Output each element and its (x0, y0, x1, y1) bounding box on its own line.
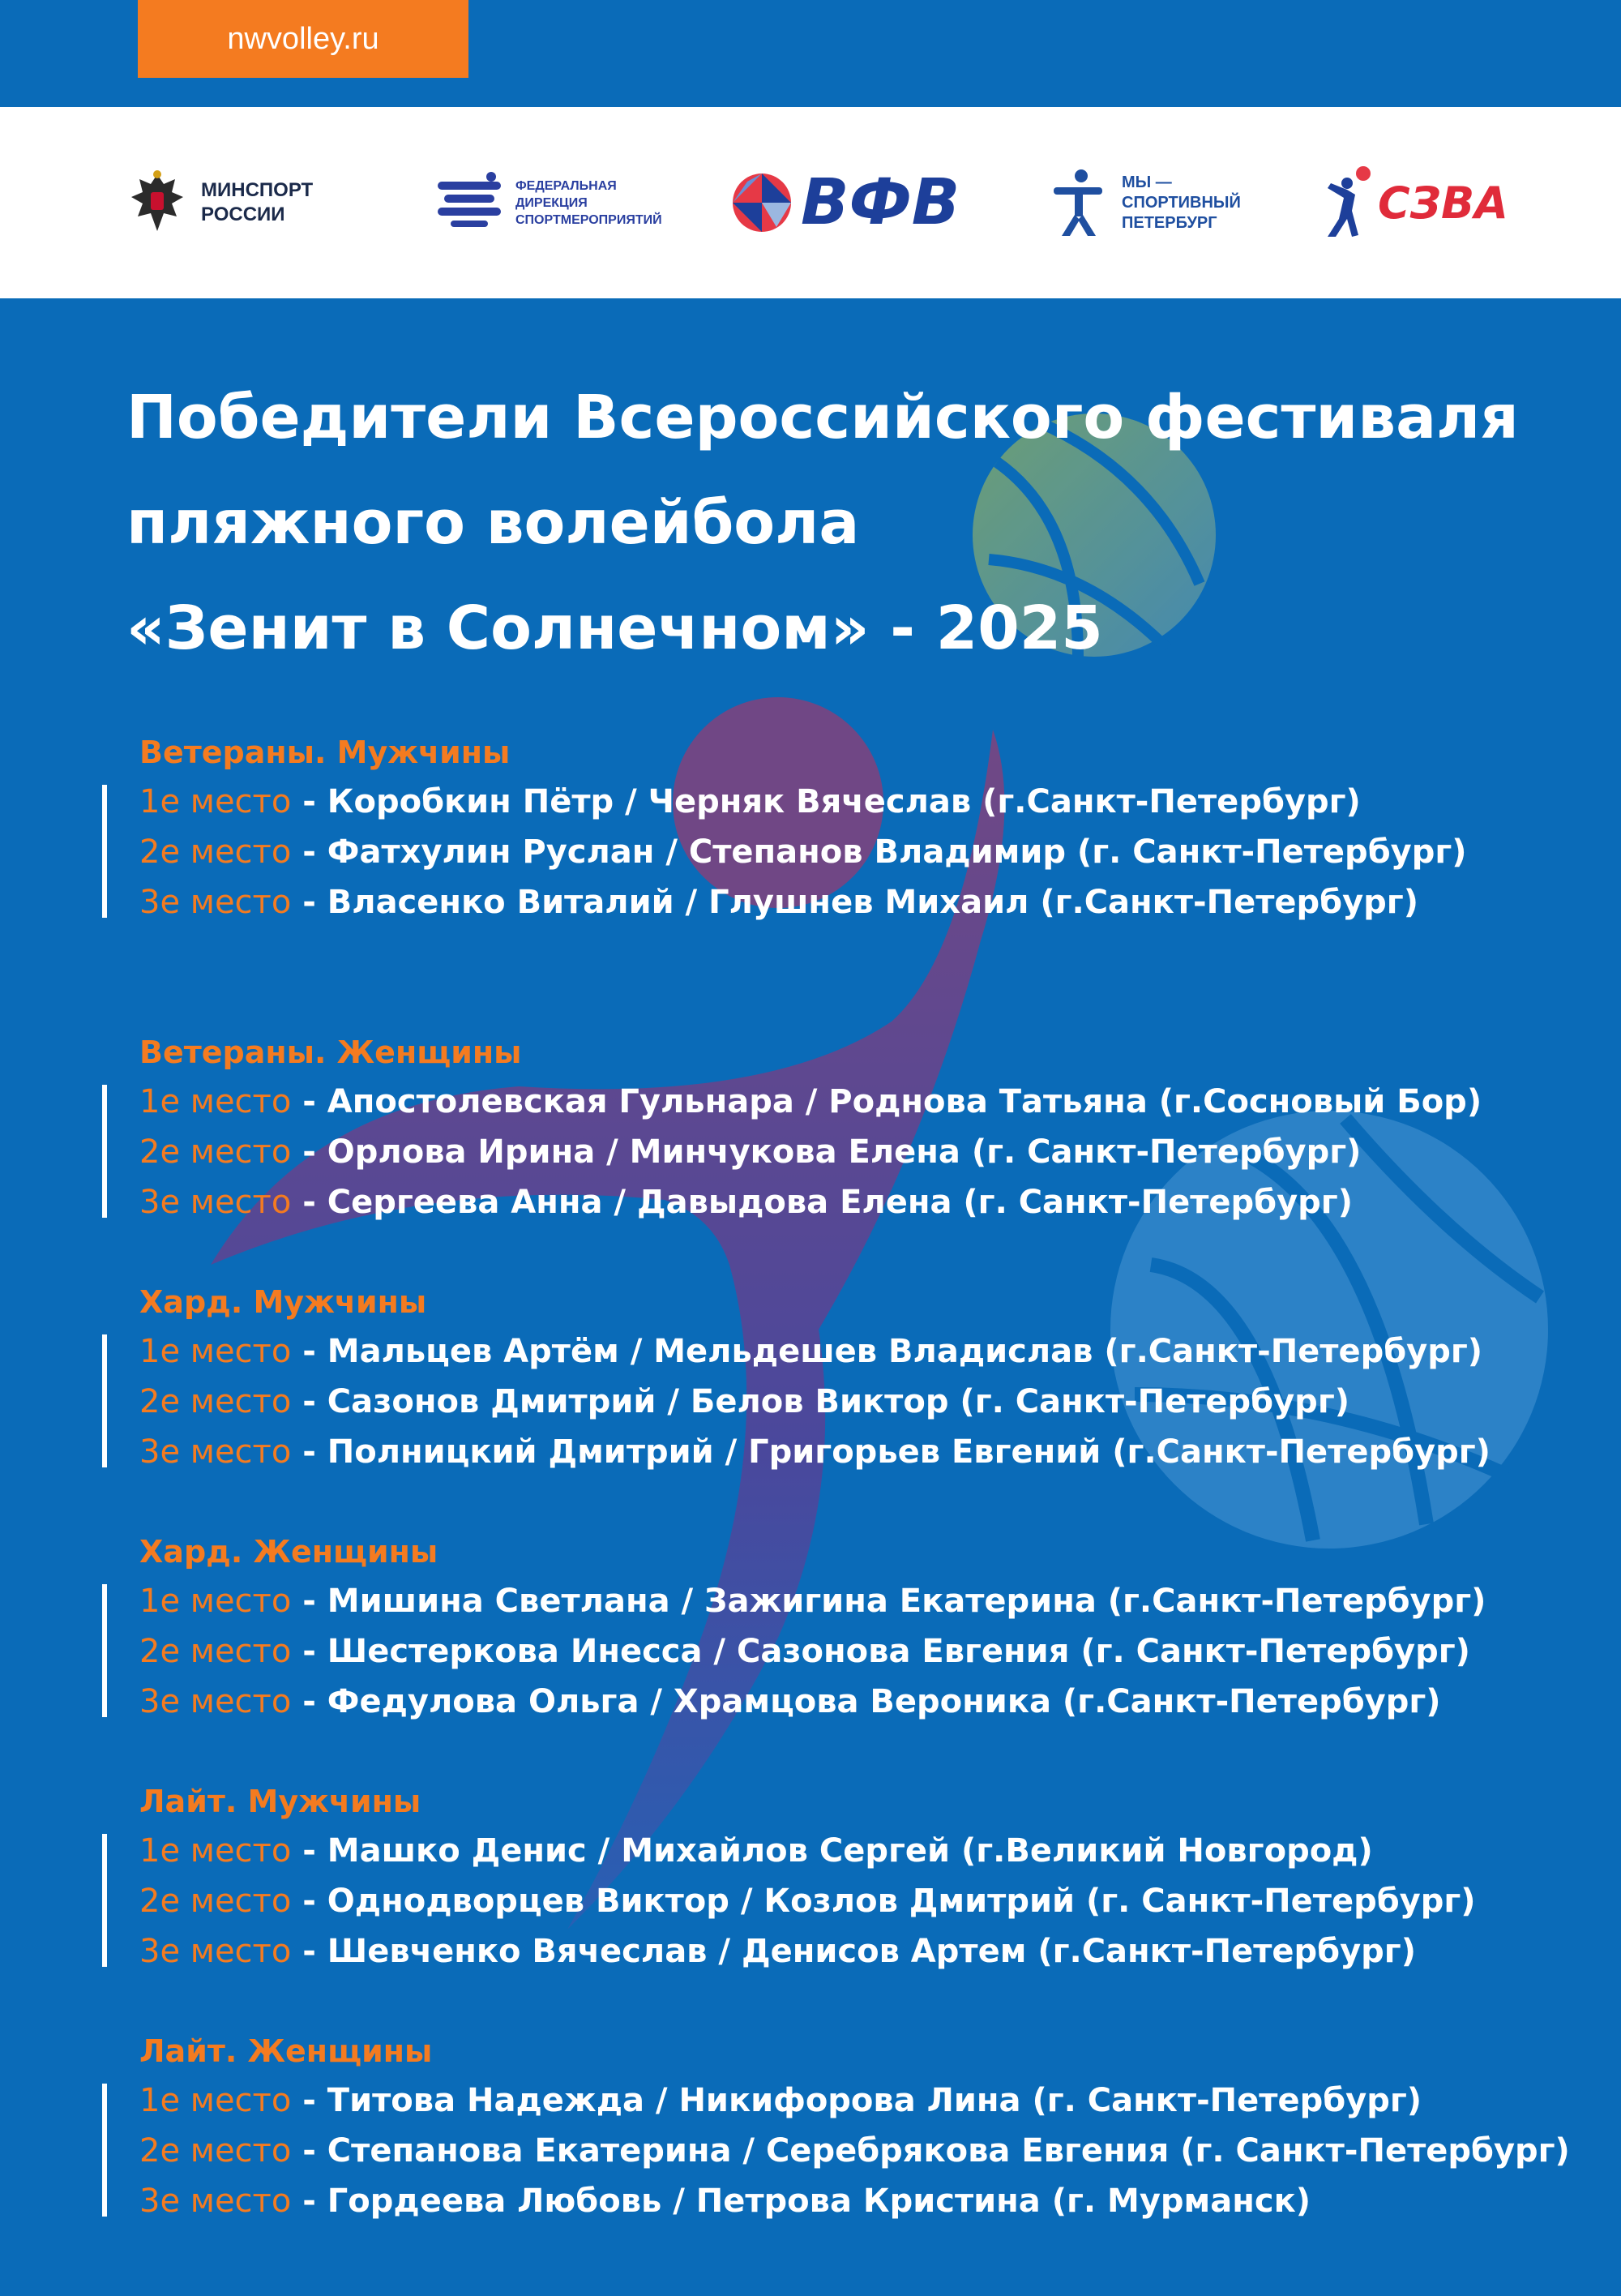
entries-block (102, 1826, 1610, 1977)
separator-dash: - (291, 1133, 327, 1171)
result-section (102, 1527, 1610, 1727)
winners-text: Титова Надежда / Никифорова Лина (г. Санкт-Петербург) (327, 2082, 1422, 2119)
category-heading: Ветераны. Женщины (139, 1034, 522, 1070)
separator-dash: - (291, 1933, 327, 1970)
result-row (139, 1326, 1610, 1377)
minsport-line-2: РОССИИ (201, 203, 285, 225)
category-heading: Ветераны. Мужчины (139, 735, 511, 770)
place-label: 3е место (139, 1933, 292, 1970)
result-row (139, 1077, 1610, 1127)
separator-dash: - (291, 2082, 327, 2119)
section-divider-bar (102, 785, 107, 918)
winners-text: Коробкин Пётр / Черняк Вячеслав (г.Санкт-Петербург) (327, 783, 1361, 820)
section-divider-bar (102, 1334, 107, 1467)
winners-text: Федулова Ольга / Храмцова Вероника (г.Санкт-Петербург) (327, 1683, 1441, 1720)
place-label: 3е место (139, 1184, 292, 1221)
winners-text: Шестеркова Инесса / Сазонова Евгения (г. Санкт-Петербург) (327, 1633, 1470, 1670)
place-label: 3е место (139, 1433, 292, 1471)
entries-block (102, 1576, 1610, 1727)
winners-text: Машко Денис / Михайлов Сергей (г.Великий Новгород) (327, 1832, 1373, 1870)
result-row (139, 1576, 1610, 1626)
winners-text: Власенко Виталий / Глушнев Михаил (г.Санкт-Петербург) (327, 884, 1418, 921)
category-heading: Лайт. Женщины (139, 2033, 433, 2069)
place-label: 1е место (139, 1832, 292, 1870)
category-heading: Хард. Мужчины (139, 1284, 427, 1320)
winners-text: Полницкий Дмитрий / Григорьев Евгений (г.Санкт-Петербург) (327, 1433, 1491, 1471)
place-label: 3е место (139, 884, 292, 921)
fdsm-line-2: ДИРЕКЦИЯ (515, 195, 588, 210)
title-line-2: пляжного волейбола (126, 488, 860, 558)
winners-text: Гордеева Любовь / Петрова Кристина (г. Мурманск) (327, 2182, 1311, 2220)
result-row (139, 1427, 1610, 1477)
page-title (126, 365, 1585, 681)
result-row (139, 1127, 1610, 1177)
volleyball-player-icon (1323, 165, 1373, 240)
result-section (102, 1028, 1610, 1227)
separator-dash: - (291, 1683, 327, 1720)
result-row (139, 1677, 1610, 1727)
separator-dash: - (291, 1433, 327, 1471)
place-label: 1е место (139, 1083, 292, 1120)
section-divider-bar (102, 1085, 107, 1218)
result-section (102, 1278, 1610, 1477)
separator-dash: - (291, 1633, 327, 1670)
separator-dash: - (291, 783, 327, 820)
winners-text: Орлова Ирина / Минчукова Елена (г. Санкт-Петербург) (327, 1133, 1362, 1171)
place-label: 2е место (139, 833, 292, 871)
place-label: 2е место (139, 1383, 292, 1420)
separator-dash: - (291, 2182, 327, 2220)
spb-line-3: ПЕТЕРБУРГ (1122, 213, 1217, 232)
place-label: 3е место (139, 2182, 292, 2220)
result-row (139, 827, 1610, 877)
minsport-logo (128, 107, 313, 298)
result-row (139, 777, 1610, 827)
minsport-line-1: МИНСПОРТ (201, 179, 314, 201)
result-row (139, 1377, 1610, 1427)
result-row (139, 2075, 1610, 2126)
section-divider-bar (102, 1584, 107, 1717)
place-label: 3е место (139, 1683, 292, 1720)
fdsm-line-3: СПОРТМЕРОПРИЯТИЙ (515, 212, 662, 227)
vfv-ball-icon (729, 170, 794, 235)
entries-block (102, 1326, 1610, 1477)
place-label: 1е место (139, 1333, 292, 1370)
site-link[interactable]: nwvolley.ru (138, 0, 468, 78)
separator-dash: - (291, 1333, 327, 1370)
spb-line-2: СПОРТИВНЫЙ (1122, 193, 1241, 212)
title-line-1: Победители Всероссийского фестиваля (126, 383, 1519, 452)
winners-text: Фатхулин Руслан / Степанов Владимир (г. Санкт-Петербург) (327, 833, 1467, 871)
separator-dash: - (291, 1883, 327, 1920)
entries-block (102, 1077, 1610, 1227)
result-section (102, 2027, 1610, 2226)
separator-dash: - (291, 884, 327, 921)
szva-logo (1323, 107, 1508, 298)
separator-dash: - (291, 833, 327, 871)
separator-dash: - (291, 2132, 327, 2170)
winners-text: Апостолевская Гульнара / Роднова Татьяна (г.Сосновый Бор) (327, 1083, 1482, 1120)
eagle-emblem-icon (128, 168, 186, 238)
result-row (139, 2126, 1610, 2176)
vfv-wordmark: ВФВ (801, 166, 960, 239)
sport-petersburg-logo (1046, 107, 1241, 298)
winners-text: Мишина Светлана / Зажигина Екатерина (г.Санкт-Петербург) (327, 1583, 1486, 1620)
result-row (139, 1876, 1610, 1926)
result-row (139, 1826, 1610, 1876)
place-label: 2е место (139, 1883, 292, 1920)
separator-dash: - (291, 1083, 327, 1120)
place-label: 1е место (139, 1583, 292, 1620)
result-row (139, 2176, 1610, 2226)
result-row (139, 1626, 1610, 1677)
place-label: 2е место (139, 1133, 292, 1171)
place-label: 2е место (139, 1633, 292, 1670)
separator-dash: - (291, 1832, 327, 1870)
winners-text: Сергеева Анна / Давыдова Елена (г. Санкт-Петербург) (327, 1184, 1353, 1221)
result-row (139, 1926, 1610, 1977)
winners-text: Шевченко Вячеслав / Денисов Артем (г.Санкт-Петербург) (327, 1933, 1416, 1970)
fdsm-logo (433, 107, 662, 298)
partner-logo-strip (0, 107, 1621, 298)
szva-wordmark: СЗВА (1378, 177, 1508, 229)
title-line-3: «Зенит в Солнечном» - 2025 (126, 593, 1103, 663)
separator-dash: - (291, 1184, 327, 1221)
result-row (139, 877, 1610, 927)
vfv-logo (729, 107, 960, 298)
winners-text: Мальцев Артём / Мельдешев Владислав (г.Санкт-Петербург) (327, 1333, 1483, 1370)
separator-dash: - (291, 1383, 327, 1420)
fdsm-line-1: ФЕДЕРАЛЬНАЯ (515, 178, 617, 193)
entries-block (102, 777, 1610, 927)
result-section (102, 1777, 1610, 1977)
section-divider-bar (102, 2084, 107, 2217)
result-row (139, 1177, 1610, 1227)
winners-text: Степанова Екатерина / Серебрякова Евгения (г. Санкт-Петербург) (327, 2132, 1570, 2170)
place-label: 1е место (139, 783, 292, 820)
fdsm-mark-icon (433, 170, 506, 235)
place-label: 1е место (139, 2082, 292, 2119)
place-label: 2е место (139, 2132, 292, 2170)
separator-dash: - (291, 1583, 327, 1620)
winners-text: Сазонов Дмитрий / Белов Виктор (г. Санкт-Петербург) (327, 1383, 1349, 1420)
winners-text: Однодворцев Виктор / Козлов Дмитрий (г. Санкт-Петербург) (327, 1883, 1476, 1920)
runner-figure-icon (1046, 168, 1110, 238)
section-divider-bar (102, 1834, 107, 1967)
category-heading: Хард. Женщины (139, 1534, 438, 1570)
result-section (102, 728, 1610, 927)
spb-line-1: МЫ — (1122, 173, 1172, 191)
entries-block (102, 2075, 1610, 2226)
category-heading: Лайт. Мужчины (139, 1784, 421, 1819)
